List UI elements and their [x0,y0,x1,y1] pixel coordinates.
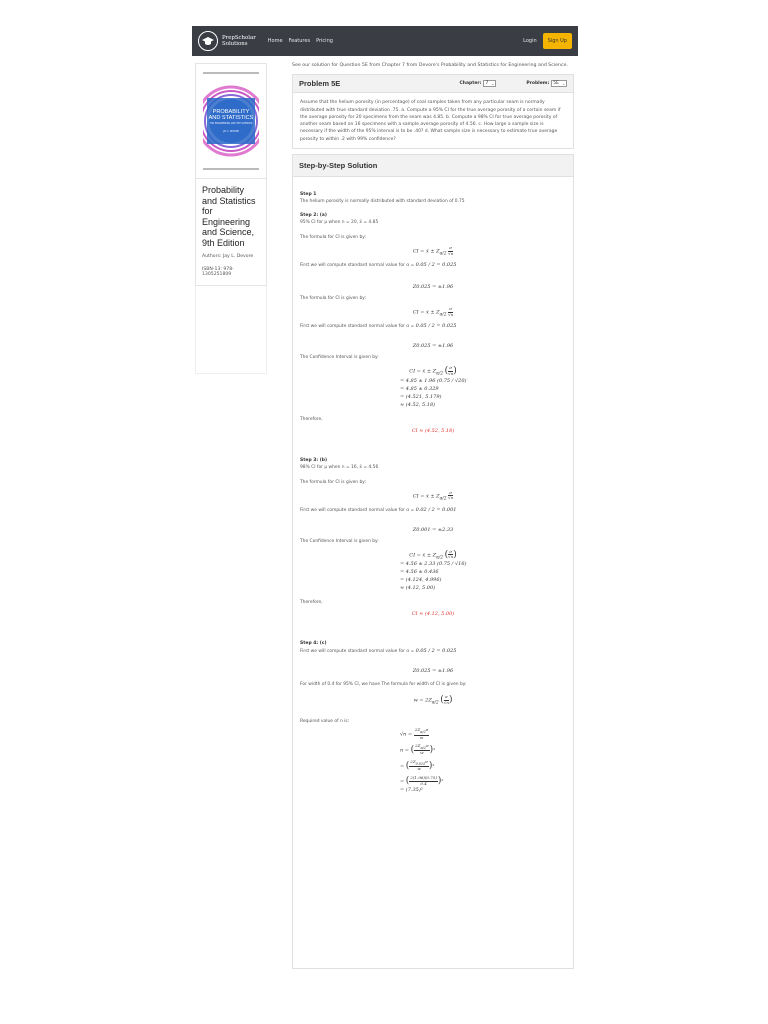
cover-subtitle: FOR ENGINEERING AND THE SCIENCES [209,122,253,125]
alpha-computation-c: First we will compute standard normal value for α = 0.05 / 2 = 0.025 [300,647,457,654]
problem-statement: Assume that the helium porosity (in percentage) of coal samples taken from any particular seam is normally distributed with true standard deviation .75. a. Compute a 95% CI for the true average porosity of a certain seam if the average porosity for 20 specimens from the seam was 4.85. b. Compute a 98% CI for true average porosity of another seam based on 16 specimens with a sample average porosity of 4.56. c. How large a sample size is necessary if the width of the 95% interval is to be .40? d. What sample size is necessary to estimate true average porosity to within .2 with 99% confidence? [300,100,561,142]
book-info-card [195,179,267,286]
z-value-repeat: Z0.025 = ±1.96 [412,343,454,350]
login-link[interactable]: Login [523,38,537,44]
cover-title-line2: AND STATISTICS [208,115,254,121]
ci-formula-label-repeat: The formula for CI is given by: [300,296,367,302]
book-sidebar [195,63,267,374]
problem-header [293,75,573,93]
book-title: Probability and Statistics for Engineering and Science, 9th Edition [202,185,256,248]
required-n-steps: √n = $\frac{2Z_{\alpha/2}\sigma}{w}$ n = ( $\frac{2Z_{\alpha/2}\sigma}{w}$ )² = ( $\frac{2Z_{0.025}\sigma}{w}$ )² = ( $\frac{2(1.96)(0.75)}{0.4}$ )² = (7.35)² [400,727,444,794]
chapter-select[interactable]: 7 ⌄ [485,80,495,86]
solution-title: Step-by-Step Solution [299,160,378,170]
therefore-b: Therefore, [300,599,323,605]
page-wrapper [192,26,578,794]
main-content [292,63,574,969]
alpha-computation: First we will compute standard normal value for α = 0.05 / 2 = 0.025 [300,262,457,269]
book-isbn: ISBN-13: 978-1305251809 [202,267,234,277]
width-formula-label: For width of 0.4 for 95% CI, we have The formula for width of CI is given by: [300,681,467,687]
width-formula: $w = 2Z_{\alpha/2}$ ( $\frac{\sigma}{√n}$ ) [413,693,453,706]
nav-link-pricing[interactable]: Pricing [316,38,333,44]
solution-card [292,154,574,969]
chapter-selector [459,80,496,87]
required-n-label: Required value of n is: [300,719,350,725]
book-cover-image [203,70,259,172]
cover-author: JAY L. DEVORE [223,130,239,133]
ci-formula-b: CI = x̄ ± $Z_{\alpha/2}$ $\frac{\sigma}{√n}$ [412,489,454,501]
problem-title: Problem 5E [299,79,341,89]
solution-header [293,155,573,177]
chevron-down-icon: ⌄ [561,81,565,86]
solution-body [293,177,573,794]
alpha-computation-repeat: First we will compute standard normal value for α = 0.05 / 2 = 0.025 [300,323,457,330]
ci-formula-label: The formula for CI is given by: [300,234,367,240]
problem-selector [526,80,567,87]
signup-button[interactable]: Sign Up [543,33,572,49]
ci-formula-repeat: CI = x̄ ± $Z_{\alpha/2}$ $\frac{\sigma}{√n}$ [412,306,454,317]
confidence-interval-label: The Confidence Interval is given by: [300,355,379,361]
graduation-cap-icon [198,31,218,51]
nav-link-home[interactable]: Home [267,38,283,44]
z-value-b: Z0.001 = ±2.33 [412,526,454,533]
top-navbar [192,26,578,56]
cover-title-line1: PROBABILITY [212,109,250,115]
z-value-c: Z0.025 = ±1.96 [412,667,454,674]
alpha-computation-b: First we will compute standard normal value for α = 0.02 / 2 = 0.001 [300,506,457,513]
nav-link-features[interactable]: Features [288,38,311,44]
ci-a-steps: = 4.85 ± 1.96 (0.75 / √20) = 4.85 ± 0.329 = (4.521, 5.179) ≈ (4.52, 5.18) [400,377,467,408]
step1-title: Step 1 [300,191,317,197]
intro-text: See our solution for Question 5E from Chapter 7 from Devore's Probability and Statistics for Engineering and Science. [292,63,568,68]
brand-logo[interactable] [198,31,256,51]
step1-text: The helium porosity is normally distributed with standard deviation of 0.75 [300,198,465,204]
ci-b-steps: = 4.56 ± 2.33 (0.75 / √16) = 4.56 ± 0.436 = (4.124, 4.996) ≈ (4.12, 5.00) [400,560,467,591]
step3-subtitle: 98% CI for μ when n = 16, x̄ = 4.56 [300,464,379,470]
step4-title: Step 4: (c) [300,640,327,646]
step3-title: Step 3: (b) [300,457,328,463]
book-authors: Authors: Jay L. Devore [202,254,254,259]
ci-b-result: CI ≈ (4.12, 5.00) [411,610,455,617]
ci-a-result: CI ≈ (4.52, 5.18) [411,427,455,434]
step2-title: Step 2: (a) [300,212,327,218]
step2-subtitle: 95% CI for μ when n = 20, x̄ = 4.85 [300,219,379,225]
chevron-down-icon: ⌄ [491,81,495,86]
ci-expanded-formula: CI = x̄ ± $Z_{\alpha/2}$ ( $\frac{\sigma}{√n}$ ) [409,365,457,377]
problem-select[interactable]: 5E ⌄ [553,80,565,86]
z-value: Z0.025 = ±1.96 [412,284,454,291]
book-cover-frame [195,63,267,179]
therefore-a: Therefore, [300,416,323,422]
confidence-interval-label-b: The Confidence Interval is given by: [300,538,379,544]
ci-formula: CI = x̄ ± $Z_{\alpha/2}$ $\frac{\sigma}{√n}$ [412,244,454,256]
brand-tagline: Solutions [222,41,248,47]
problem-card [292,74,574,149]
brand-name: PrepScholar [222,35,256,41]
sidebar-ad-space [195,286,267,374]
ci-formula-label-b: The formula for CI is given by: [300,479,367,485]
ci-expanded-formula-b: CI = x̄ ± $Z_{\alpha/2}$ ( $\frac{\sigma}{√n}$ ) [409,548,457,560]
chapter-label: Chapter: [459,81,482,87]
problem-label: Problem: [526,81,550,87]
